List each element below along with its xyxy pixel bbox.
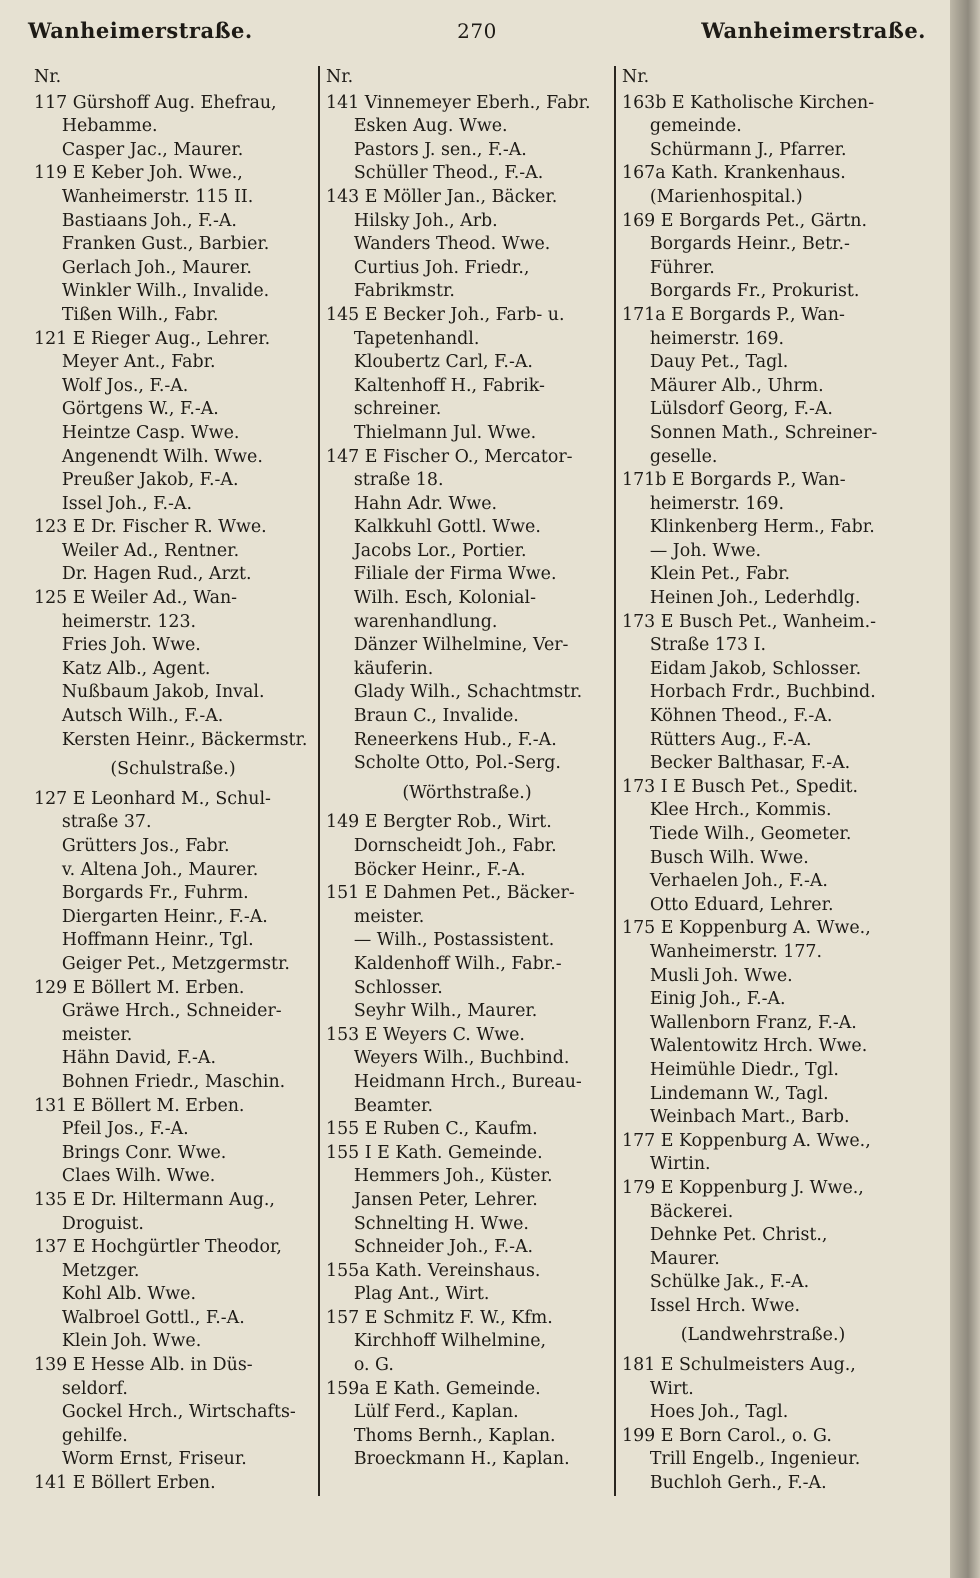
header-right-street: Wanheimerstraße.	[701, 18, 926, 43]
directory-line: Autsch Wilh., F.-A.	[61, 706, 224, 727]
directory-line: Brings Conr. Wwe.	[61, 1142, 227, 1163]
column-2	[318, 66, 614, 1496]
directory-line: v. Altena Joh., Maurer.	[61, 859, 259, 880]
directory-line: Diergarten Heinr., F.-A.	[61, 906, 268, 927]
directory-line: Dr. Hagen Rud., Arzt.	[61, 564, 252, 585]
directory-line: Führer.	[649, 257, 715, 278]
directory-line: warenhandlung.	[353, 611, 498, 632]
directory-line: Filiale der Firma Wwe.	[353, 564, 557, 585]
column-1	[28, 66, 318, 1496]
directory-line: 155 I E Kath. Gemeinde.	[326, 1142, 543, 1163]
directory-line: Wirtin.	[649, 1154, 711, 1175]
directory-line: Heimühle Diedr., Tgl.	[649, 1059, 839, 1080]
directory-line: Köhnen Theod., F.-A.	[649, 706, 833, 727]
directory-line: meister.	[61, 1024, 133, 1045]
directory-line: Dehnke Pet. Christ.,	[649, 1225, 828, 1246]
directory-line: heimerstr. 169.	[649, 493, 785, 514]
directory-line: Kirchhoff Wilhelmine,	[353, 1331, 547, 1352]
directory-line: Jacobs Lor., Portier.	[353, 540, 527, 561]
directory-line: 175 E Koppenburg A. Wwe.,	[622, 918, 871, 939]
directory-line: 131 E Böllert M. Erben.	[34, 1095, 245, 1116]
directory-line: Heidmann Hrch., Bureau-	[353, 1071, 582, 1092]
directory-line: Schülke Jak., F.-A.	[649, 1272, 810, 1293]
directory-line: Reneerkens Hub., F.-A.	[353, 729, 557, 750]
page-edge	[950, 0, 980, 1578]
page-header	[28, 18, 926, 58]
directory-line: Hemmers Joh., Küster.	[353, 1166, 553, 1187]
directory-line: heimerstr. 123.	[61, 611, 197, 632]
directory-line: Musli Joh. Wwe.	[649, 965, 793, 986]
directory-line: 149 E Bergter Rob., Wirt.	[326, 812, 552, 833]
directory-line: 173 I E Busch Pet., Spedit.	[622, 776, 859, 797]
directory-line: Claes Wilh. Wwe.	[61, 1166, 216, 1187]
directory-line: Mäurer Alb., Uhrm.	[649, 375, 824, 396]
directory-line: Borgards Fr., Fuhrm.	[61, 883, 249, 904]
directory-line: Klinkenberg Herm., Fabr.	[649, 517, 875, 538]
directory-line: Dornscheidt Joh., Fabr.	[353, 836, 557, 856]
directory-line: Walentowitz Hrch. Wwe.	[649, 1036, 868, 1057]
directory-line: Becker Balthasar, F.-A.	[649, 753, 851, 774]
directory-line: 121 E Rieger Aug., Lehrer.	[34, 328, 271, 349]
directory-line: käuferin.	[353, 658, 434, 679]
directory-line: Hähn David, F.-A.	[61, 1048, 217, 1069]
directory-line: Borgards Fr., Prokurist.	[649, 281, 860, 302]
directory-columns	[28, 66, 926, 1496]
directory-line: 155a Kath. Vereinshaus.	[326, 1260, 541, 1281]
directory-line: meister.	[353, 906, 425, 927]
directory-line: Lülf Ferd., Kaplan.	[353, 1402, 519, 1423]
directory-line: 137 E Hochgürtler Theodor,	[34, 1237, 282, 1258]
directory-line: Weyers Wilh., Buchbind.	[353, 1048, 570, 1069]
directory-line: Wirt.	[649, 1378, 694, 1399]
directory-line: Maurer.	[649, 1248, 720, 1269]
directory-line: o. G.	[353, 1355, 394, 1376]
directory-line: 199 E Born Carol., o. G.	[622, 1425, 832, 1446]
directory-line: 143 E Möller Jan., Bäcker.	[326, 186, 558, 207]
directory-line: Bastiaans Joh., F.-A.	[61, 210, 237, 231]
directory-line: Pfeil Jos., F.-A.	[61, 1119, 189, 1140]
directory-line: Kersten Heinr., Bäckermstr.	[61, 729, 308, 750]
section-heading: (Schulstraße.)	[110, 759, 236, 780]
directory-line: Wanders Theod. Wwe.	[353, 234, 551, 255]
directory-line: Metzger.	[61, 1260, 140, 1281]
header-left-street: Wanheimerstraße.	[28, 18, 253, 43]
directory-line: Kloubertz Carl, F.-A.	[353, 352, 533, 373]
directory-line: 147 E Fischer O., Mercator-	[326, 446, 573, 467]
directory-line: gehilfe.	[61, 1425, 128, 1446]
directory-line: Nußbaum Jakob, Inval.	[61, 682, 265, 703]
directory-line: 117 Gürshoff Aug. Ehefrau,	[34, 92, 277, 113]
directory-line: Kohl Alb. Wwe.	[61, 1284, 197, 1305]
directory-line: Tißen Wilh., Fabr.	[61, 304, 219, 325]
directory-line: 141 Vinnemeyer Eberh., Fabr.	[326, 92, 591, 113]
directory-line: Kalkkuhl Gottl. Wwe.	[353, 517, 541, 538]
directory-line: Worm Ernst, Friseur.	[61, 1449, 247, 1470]
directory-line: Hoes Joh., Tagl.	[649, 1402, 789, 1423]
directory-line: Wilh. Esch, Kolonial-	[353, 588, 536, 609]
section-heading: (Landwehrstraße.)	[680, 1325, 846, 1346]
directory-line: Buchloh Gerh., F.-A.	[649, 1473, 827, 1494]
directory-line: (Marienhospital.)	[649, 186, 803, 207]
directory-line: Tiede Wilh., Geometer.	[649, 824, 852, 844]
directory-line: Hoffmann Heinr., Tgl.	[61, 930, 254, 951]
directory-line: Verhaelen Joh., F.-A.	[649, 871, 828, 892]
directory-line: Schürmann J., Pfarrer.	[649, 139, 847, 160]
directory-line: 157 E Schmitz F. W., Kfm.	[326, 1307, 553, 1328]
directory-line: Tapetenhandl.	[353, 328, 480, 349]
directory-line: Bäckerei.	[649, 1201, 734, 1222]
directory-line: Busch Wilh. Wwe.	[649, 847, 809, 868]
directory-line: Braun C., Invalide.	[353, 706, 519, 727]
directory-line: Otto Eduard, Lehrer.	[649, 894, 834, 915]
directory-line: Fries Joh. Wwe.	[61, 635, 201, 656]
directory-line: Borgards Heinr., Betr.-	[649, 234, 850, 255]
directory-line: Hebamme.	[61, 116, 158, 137]
directory-line: Thoms Bernh., Kaplan.	[353, 1425, 556, 1446]
directory-line: Heinen Joh., Lederhdlg.	[649, 588, 861, 609]
directory-line: 169 E Borgards Pet., Gärtn.	[622, 210, 867, 231]
directory-line: Weinbach Mart., Barb.	[649, 1107, 850, 1128]
directory-line: Klee Hrch., Kommis.	[649, 800, 832, 821]
directory-line: 179 E Koppenburg J. Wwe.,	[622, 1177, 864, 1198]
directory-line: Hilsky Joh., Arb.	[353, 210, 498, 231]
directory-line: Trill Engelb., Ingenieur.	[649, 1449, 861, 1470]
directory-line: Bohnen Friedr., Maschin.	[61, 1071, 286, 1092]
directory-line: — Joh. Wwe.	[649, 540, 762, 561]
directory-line: straße 18.	[353, 470, 444, 491]
directory-line: geselle.	[649, 446, 718, 467]
directory-line: Issel Hrch. Wwe.	[649, 1295, 800, 1316]
directory-line: Thielmann Jul. Wwe.	[353, 422, 537, 443]
directory-line: 159a E Kath. Gemeinde.	[326, 1378, 541, 1399]
directory-line: 177 E Koppenburg A. Wwe.,	[622, 1130, 871, 1151]
directory-line: Sonnen Math., Schreiner-	[649, 422, 878, 443]
page-number: 270	[457, 19, 497, 43]
directory-line: Walbroel Gottl., F.-A.	[61, 1307, 245, 1328]
directory-line: Lülsdorf Georg, F.-A.	[649, 399, 833, 420]
directory-line: 123 E Dr. Fischer R. Wwe.	[34, 517, 267, 538]
directory-line: Winkler Wilh., Invalide.	[61, 281, 270, 302]
directory-line: 125 E Weiler Ad., Wan-	[34, 588, 238, 609]
directory-line: gemeinde.	[649, 116, 742, 137]
directory-line: Katz Alb., Agent.	[61, 658, 211, 679]
column-3	[614, 66, 910, 1496]
directory-line: Heintze Casp. Wwe.	[61, 422, 240, 443]
directory-line: Lindemann W., Tagl.	[649, 1083, 829, 1104]
directory-line: Wanheimerstr. 177.	[649, 941, 823, 962]
directory-line: Meyer Ant., Fabr.	[61, 352, 216, 373]
directory-line: 127 E Leonhard M., Schul-	[34, 788, 271, 809]
directory-line: 171b E Borgards P., Wan-	[622, 470, 846, 491]
directory-line: Fabrikmstr.	[353, 281, 455, 302]
directory-line: Pastors J. sen., F.-A.	[353, 139, 527, 160]
directory-line: 129 E Böllert M. Erben.	[34, 977, 245, 998]
directory-line: 171a E Borgards P., Wan-	[622, 304, 845, 325]
directory-line: Eidam Jakob, Schlosser.	[649, 658, 862, 679]
directory-line: Klein Joh. Wwe.	[61, 1331, 202, 1352]
directory-line: Wallenborn Franz, F.-A.	[649, 1012, 857, 1033]
directory-line: Grütters Jos., Fabr.	[61, 836, 230, 856]
directory-line: Weiler Ad., Rentner.	[61, 540, 240, 561]
directory-line: Scholte Otto, Pol.-Serg.	[353, 753, 561, 774]
directory-line: 139 E Hesse Alb. in Düs-	[34, 1355, 253, 1376]
directory-line: 167a Kath. Krankenhaus.	[622, 163, 846, 184]
directory-line: heimerstr. 169.	[649, 328, 785, 349]
directory-line: Schüller Theod., F.-A.	[353, 163, 544, 184]
directory-line: Gräwe Hrch., Schneider-	[61, 1001, 282, 1022]
directory-line: Dauy Pet., Tagl.	[649, 352, 789, 373]
directory-line: Esken Aug. Wwe.	[353, 116, 508, 137]
directory-line: 119 E Keber Joh. Wwe.,	[34, 163, 243, 184]
section-heading: (Wörthstraße.)	[402, 782, 532, 803]
directory-line: Wolf Jos., F.-A.	[61, 375, 189, 396]
directory-line: schreiner.	[353, 399, 442, 420]
column-header: Nr.	[326, 67, 354, 87]
directory-line: Beamter.	[353, 1095, 433, 1116]
directory-line: Görtgens W., F.-A.	[61, 399, 219, 420]
directory-line: 135 E Dr. Hiltermann Aug.,	[34, 1189, 275, 1210]
directory-line: Glady Wilh., Schachtmstr.	[353, 682, 583, 703]
directory-line: Schnelting H. Wwe.	[353, 1213, 529, 1234]
directory-line: 155 E Ruben C., Kaufm.	[326, 1119, 538, 1140]
directory-line: Curtius Joh. Friedr.,	[353, 257, 530, 278]
directory-line: Geiger Pet., Metzgermstr.	[61, 953, 290, 974]
directory-line: 163b E Katholische Kirchen-	[622, 92, 875, 113]
directory-line: Gerlach Joh., Maurer.	[61, 257, 252, 278]
directory-line: Plag Ant., Wirt.	[353, 1284, 490, 1305]
directory-line: — Wilh., Postassistent.	[353, 930, 555, 951]
directory-line: 181 E Schulmeisters Aug.,	[622, 1355, 856, 1376]
directory-line: 173 E Busch Pet., Wanheim.-	[622, 611, 876, 632]
directory-line: Horbach Frdr., Buchbind.	[649, 682, 876, 703]
directory-line: Casper Jac., Maurer.	[61, 139, 244, 160]
column-header: Nr.	[622, 67, 650, 87]
directory-line: Dänzer Wilhelmine, Ver-	[353, 635, 569, 656]
directory-line: Straße 173 I.	[649, 635, 766, 656]
directory-line: 145 E Becker Joh., Farb- u.	[326, 304, 565, 325]
column-header: Nr.	[34, 67, 62, 87]
directory-line: 141 E Böllert Erben.	[34, 1473, 216, 1494]
directory-line: seldorf.	[61, 1378, 128, 1399]
directory-line: Gockel Hrch., Wirtschafts-	[61, 1402, 296, 1423]
directory-line: Franken Gust., Barbier.	[61, 234, 270, 255]
directory-line: Seyhr Wilh., Maurer.	[353, 1001, 538, 1022]
directory-line: 153 E Weyers C. Wwe.	[326, 1024, 525, 1045]
directory-line: Issel Joh., F.-A.	[61, 493, 193, 514]
directory-line: Droguist.	[61, 1213, 144, 1234]
directory-line: Schneider Joh., F.-A.	[353, 1237, 534, 1258]
directory-line: Jansen Peter, Lehrer.	[353, 1189, 538, 1210]
directory-line: Broeckmann H., Kaplan.	[353, 1449, 570, 1470]
directory-line: Einig Joh., F.-A.	[649, 989, 786, 1010]
directory-line: Preußer Jakob, F.-A.	[61, 470, 239, 491]
directory-line: Kaltenhoff H., Fabrik-	[353, 375, 545, 396]
directory-line: Rütters Aug., F.-A.	[649, 729, 812, 750]
directory-line: Hahn Adr. Wwe.	[353, 493, 498, 514]
directory-line: 151 E Dahmen Pet., Bäcker-	[326, 883, 575, 904]
directory-line: Schlosser.	[353, 977, 443, 998]
directory-line: Klein Pet., Fabr.	[649, 564, 791, 585]
directory-line: Kaldenhoff Wilh., Fabr.-	[353, 953, 562, 974]
directory-line: straße 37.	[61, 812, 152, 833]
directory-line: Angenendt Wilh. Wwe.	[61, 446, 263, 467]
directory-line: Böcker Heinr., F.-A.	[353, 859, 526, 880]
directory-line: Wanheimerstr. 115 II.	[61, 186, 254, 207]
